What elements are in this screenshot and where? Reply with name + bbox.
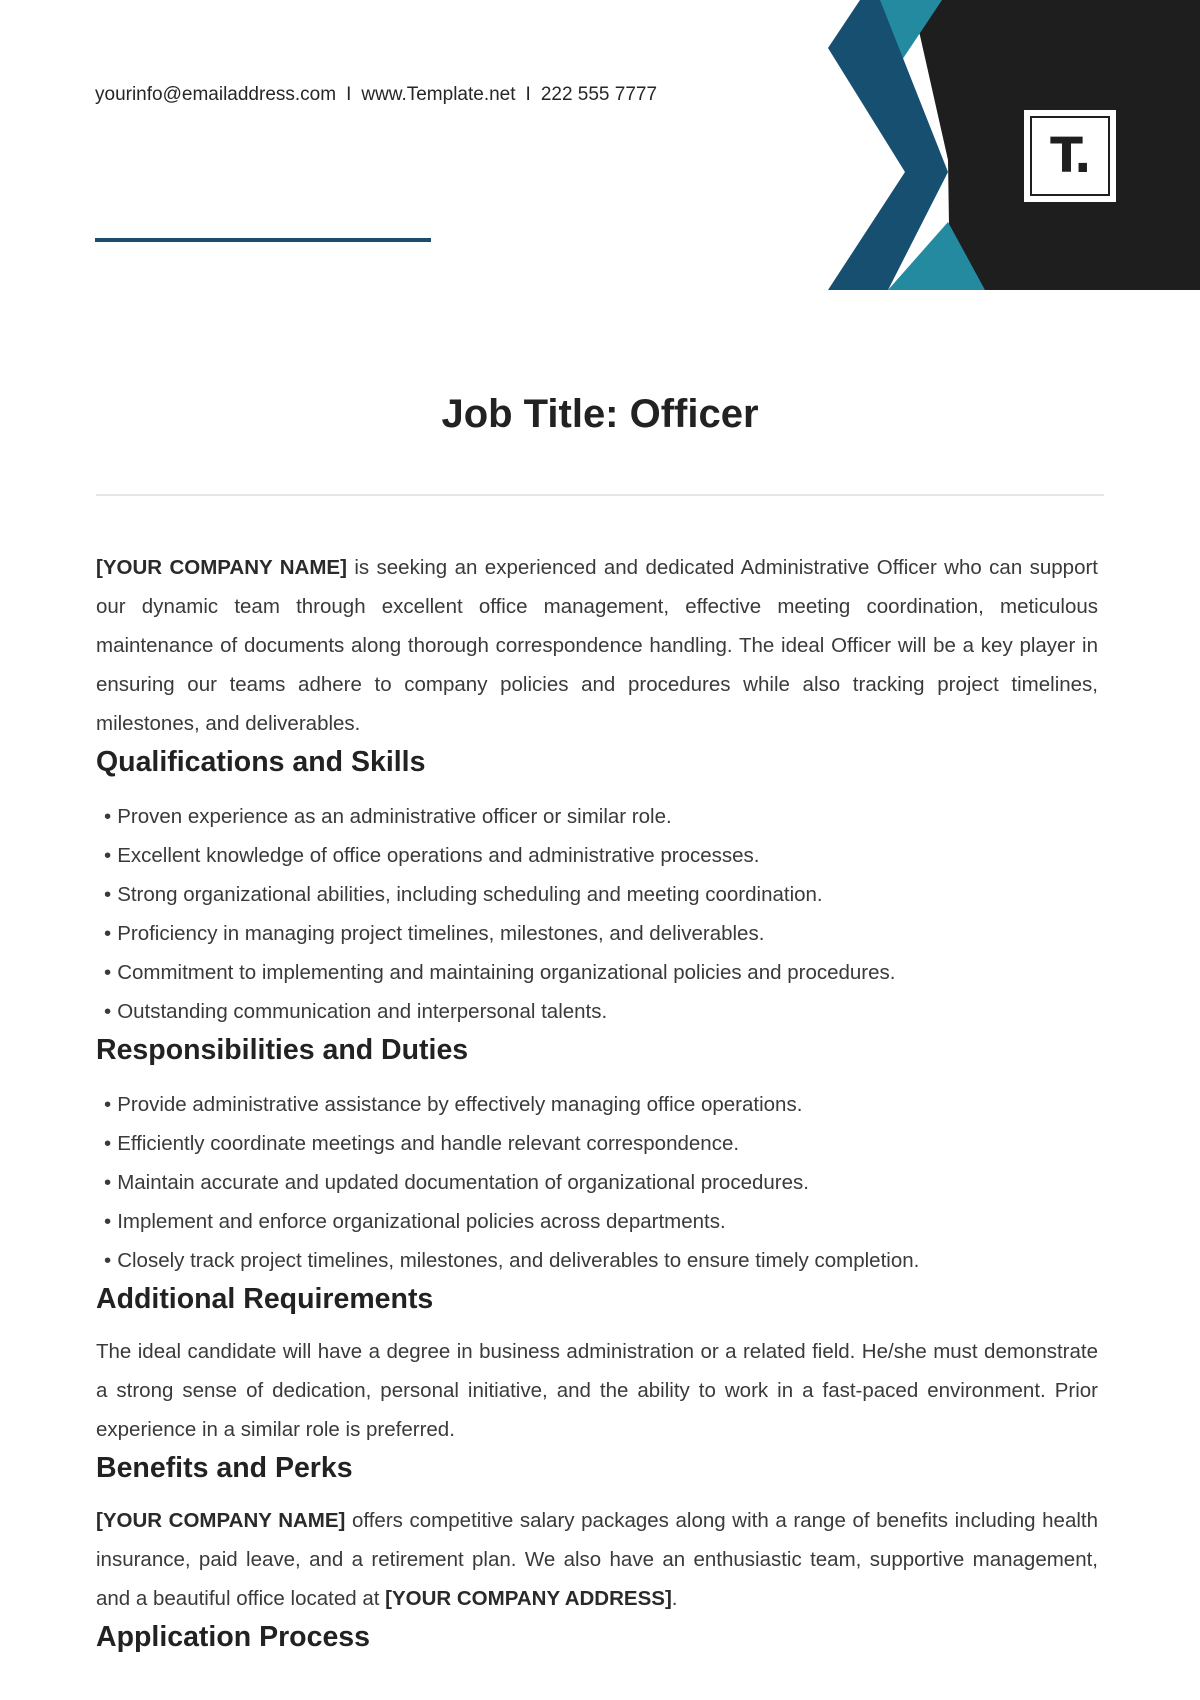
application-heading: Application Process <box>96 1621 370 1653</box>
company-name-placeholder: [YOUR COMPANY NAME] <box>96 556 347 579</box>
responsibilities-list <box>96 1085 1098 1280</box>
benefits-heading: Benefits and Perks <box>96 1452 353 1484</box>
list-item: • Efficiently coordinate meetings and handle relevant correspondence. <box>96 1124 1098 1163</box>
contact-separator: I <box>346 84 352 105</box>
benefits-text: offers competitive salary packages along with a range of benefits including health insurance, paid leave, and a retirement plan. We also have an enthusiastic team, supportive management, and a beautiful office located at <box>96 1509 1099 1610</box>
document-body <box>96 548 1098 1656</box>
company-address-placeholder: [YOUR COMPANY ADDRESS] <box>385 1587 672 1610</box>
qualifications-heading: Qualifications and Skills <box>96 746 426 778</box>
contact-separator: I <box>525 84 531 105</box>
header-decoration <box>820 0 1200 290</box>
list-item: • Provide administrative assistance by effectively managing office operations. <box>96 1085 1098 1124</box>
benefits-paragraph <box>96 1501 1098 1618</box>
title-divider <box>96 494 1104 496</box>
list-item: • Commitment to implementing and maintaining organizational policies and procedures. <box>96 953 1098 992</box>
list-item: • Proficiency in managing project timelines, milestones, and deliverables. <box>96 914 1098 953</box>
list-item: • Closely track project timelines, milestones, and deliverables to ensure timely completion. <box>96 1241 1098 1280</box>
intro-text: is seeking an experienced and dedicated Administrative Officer who can support our dynamic team through excellent office management, effective meeting coordination, meticulous maintenance of documents along thorough correspondence handling. The ideal Officer will be a key player in ensuring our teams adhere to company policies and procedures while also tracking project timelines, milestones, and deliverables. <box>96 556 1098 735</box>
list-item: • Maintain accurate and updated documentation of organizational procedures. <box>96 1163 1098 1202</box>
company-name-placeholder: [YOUR COMPANY NAME] <box>96 1509 346 1532</box>
additional-heading: Additional Requirements <box>96 1283 434 1315</box>
additional-paragraph: The ideal candidate will have a degree in business administration or a related field. He/she must demonstrate a strong sense of dedication, personal initiative, and the ability to work in a fast-paced environment. Prior experience in a similar role is preferred. <box>96 1340 1098 1441</box>
responsibilities-heading: Responsibilities and Duties <box>96 1034 469 1066</box>
company-logo <box>1024 110 1116 202</box>
logo-mark: T. <box>1030 116 1110 196</box>
contact-info <box>95 84 657 106</box>
contact-phone: 222 555 7777 <box>540 84 658 105</box>
list-item: • Proven experience as an administrative officer or similar role. <box>96 797 1098 836</box>
header-accent-line <box>95 238 431 242</box>
contact-website: www.Template.net <box>361 84 516 105</box>
contact-email: yourinfo@emailaddress.com <box>95 84 337 105</box>
page-title: Job Title: Officer <box>441 392 759 436</box>
list-item: • Strong organizational abilities, including scheduling and meeting coordination. <box>96 875 1098 914</box>
list-item: • Implement and enforce organizational policies across departments. <box>96 1202 1098 1241</box>
list-item: • Outstanding communication and interpersonal talents. <box>96 992 1098 1031</box>
benefits-end: . <box>671 1587 678 1610</box>
intro-paragraph <box>96 548 1098 743</box>
list-item: • Excellent knowledge of office operations and administrative processes. <box>96 836 1098 875</box>
qualifications-list <box>96 797 1098 1031</box>
